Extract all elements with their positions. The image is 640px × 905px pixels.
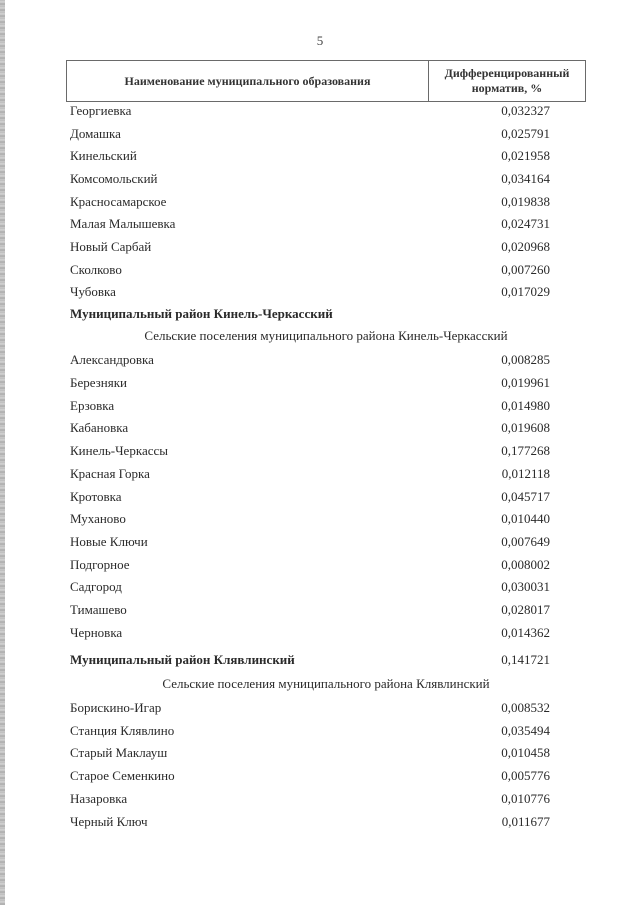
table-row (70, 555, 550, 575)
table-row (70, 124, 550, 144)
table-row (70, 532, 550, 552)
row-name: Александровка (70, 352, 154, 367)
row-name: Тимашево (70, 602, 127, 617)
row-value: 0,021958 (501, 148, 550, 163)
row-name: Ерзовка (70, 398, 115, 413)
row-name: Черный Ключ (70, 814, 148, 829)
row-name: Муханово (70, 511, 126, 526)
row-value: 0,010440 (501, 511, 550, 526)
row-name: Чубовка (70, 284, 116, 299)
table-row (70, 169, 550, 189)
table-row (70, 743, 550, 763)
header-norm-line1: Дифференцированный (444, 66, 570, 80)
row-name: Комсомольский (70, 171, 158, 186)
table-row (70, 373, 550, 393)
row-value: 0,012118 (501, 466, 550, 481)
subheader-kinel: Сельские поселения муниципального района Кинель-Черкасский (144, 328, 508, 343)
table-row (70, 101, 550, 121)
row-name: Домашка (70, 126, 121, 141)
row-value: 0,020968 (501, 239, 550, 254)
table-row (70, 260, 550, 280)
table-row (70, 146, 550, 166)
row-name: Черновка (70, 625, 123, 640)
row-name: Березняки (70, 375, 128, 390)
row-value: 0,008285 (501, 352, 550, 367)
header-name-column: Наименование муниципального образования (67, 61, 429, 101)
row-value: 0,035494 (501, 723, 550, 738)
table-row (70, 766, 550, 786)
row-name: Малая Малышевка (70, 216, 176, 231)
subheader-klyavlino: Сельские поселения муниципального района Клявлинский (162, 676, 490, 691)
row-name: Новый Сарбай (70, 239, 152, 254)
table-row (70, 623, 550, 643)
row-name: Кинель-Черкассы (70, 443, 168, 458)
row-value: 0,007260 (501, 262, 550, 277)
page-number: 5 (316, 33, 324, 48)
row-value: 0,008002 (501, 557, 550, 572)
table-row (70, 237, 550, 257)
table-row (70, 577, 550, 597)
row-value: 0,030031 (501, 579, 550, 594)
row-name: Подгорное (70, 557, 130, 572)
row-value: 0,032327 (501, 103, 550, 118)
row-value: 0,024731 (501, 216, 550, 231)
row-name: Красносамарское (70, 194, 167, 209)
row-name: Георгиевка (70, 103, 132, 118)
scan-edge (0, 0, 5, 905)
row-name: Новые Ключи (70, 534, 148, 549)
header-norm-line2: норматив, % (471, 81, 543, 95)
district-row-klyavlino (70, 650, 550, 670)
row-name: Старое Семенкино (70, 768, 175, 783)
row-name: Кинельский (70, 148, 137, 163)
district-title-klyavlino: Муниципальный район Клявлинский (70, 652, 295, 667)
row-value: 0,014980 (501, 398, 550, 413)
row-name: Кабановка (70, 420, 129, 435)
table-row (70, 282, 550, 302)
row-name: Станция Клявлино (70, 723, 175, 738)
row-name: Сколково (70, 262, 122, 277)
row-value: 0,019608 (501, 420, 550, 435)
table-row (70, 214, 550, 234)
row-name: Борискино-Игар (70, 700, 162, 715)
row-value: 0,017029 (501, 284, 550, 299)
row-value: 0,008532 (501, 700, 550, 715)
table-row (70, 509, 550, 529)
row-value: 0,177268 (501, 443, 550, 458)
row-value: 0,028017 (501, 602, 550, 617)
table-row (70, 600, 550, 620)
row-value: 0,010458 (501, 745, 550, 760)
row-name: Назаровка (70, 791, 128, 806)
row-name: Кротовка (70, 489, 122, 504)
row-value: 0,005776 (501, 768, 550, 783)
row-value: 0,019961 (501, 375, 550, 390)
row-value: 0,045717 (501, 489, 550, 504)
district-value-klyavlino: 0,141721 (501, 652, 550, 667)
row-value: 0,014362 (501, 625, 550, 640)
table-row (70, 698, 550, 718)
table-row (70, 418, 550, 438)
table-row (70, 487, 550, 507)
table-row (70, 350, 550, 370)
table-row (70, 441, 550, 461)
row-name: Красная Горка (70, 466, 150, 481)
row-name: Старый Маклауш (70, 745, 168, 760)
header-norm-column (429, 61, 585, 101)
table-header (66, 60, 586, 102)
table-row (70, 192, 550, 212)
row-value: 0,034164 (501, 171, 550, 186)
row-value: 0,010776 (501, 791, 550, 806)
table-row (70, 812, 550, 832)
table-row (70, 721, 550, 741)
row-name: Садгород (70, 579, 122, 594)
table-row (70, 464, 550, 484)
row-value: 0,007649 (501, 534, 550, 549)
table-row (70, 396, 550, 416)
table-row (70, 789, 550, 809)
row-value: 0,011677 (501, 814, 550, 829)
row-value: 0,025791 (501, 126, 550, 141)
row-value: 0,019838 (501, 194, 550, 209)
district-title-kinel: Муниципальный район Кинель-Черкасский (70, 306, 333, 321)
